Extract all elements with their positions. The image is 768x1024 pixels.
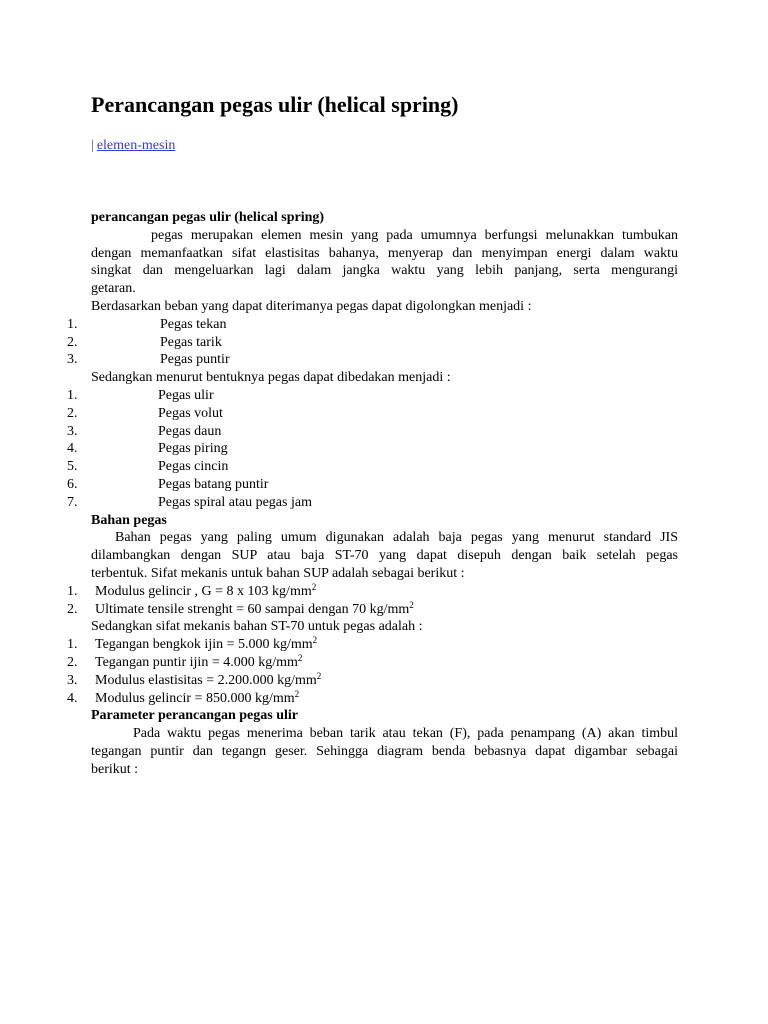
list-number: 4.: [67, 690, 78, 706]
list-number: 2.: [67, 654, 78, 670]
list-number: 2.: [67, 601, 78, 617]
list-item: [67, 316, 678, 334]
superscript: 2: [312, 635, 318, 646]
list-number: 1.: [67, 387, 78, 403]
paragraph-line: tegangan puntir dan tegangn geser. Sehingga diagram benda bebasnya dapat digambar sebagai: [91, 743, 678, 759]
list-number: 3.: [67, 423, 78, 439]
list-intro: Sedangkan menurut bentuknya pegas dapat dibedakan menjadi :: [91, 370, 451, 386]
list-item: [67, 670, 678, 690]
superscript: 2: [294, 688, 300, 699]
superscript: 2: [311, 581, 317, 592]
list-item: [67, 440, 678, 458]
list-text: Pegas ulir: [158, 387, 214, 403]
superscript: 2: [316, 670, 322, 681]
list-item: [67, 494, 678, 512]
list-item: [67, 405, 678, 423]
list-item: [67, 476, 678, 494]
superscript: 2: [409, 599, 414, 610]
paragraph-line: singkat dan mengeluarkan lagi dalam jangka waktu yang lebih panjang, serta mengurangi: [91, 263, 678, 279]
section-heading: perancangan pegas ulir (helical spring): [91, 210, 325, 225]
list-number: 6.: [67, 476, 78, 492]
list-number: 1.: [67, 316, 78, 332]
list-text: Ultimate tensile strenght = 60 sampai dengan 70 kg/mm: [95, 601, 410, 617]
list-number: 2.: [67, 405, 78, 421]
list-text: Pegas tarik: [160, 334, 222, 350]
list-text: Pegas cincin: [158, 459, 229, 475]
list-item: [67, 334, 678, 352]
tag-separator: |: [91, 138, 94, 153]
list-text: Pegas spiral atau pegas jam: [158, 494, 312, 510]
list-text: Pegas tekan: [160, 316, 227, 332]
list-text: Pegas puntir: [160, 352, 230, 368]
section-heading: Bahan pegas: [91, 512, 167, 528]
article-body: [67, 209, 678, 779]
section-heading: Parameter perancangan pegas ulir: [91, 708, 298, 724]
page-title: Perancangan pegas ulir (helical spring): [91, 92, 459, 117]
list-text: Pegas batang puntir: [158, 476, 269, 492]
list-number: 5.: [67, 459, 78, 475]
list-number: 4.: [67, 441, 78, 457]
tag-line: [91, 137, 175, 155]
list-text: Modulus elastisitas = 2.200.000 kg/mm: [95, 672, 317, 688]
list-text: Tegangan bengkok ijin = 5.000 kg/mm: [95, 637, 313, 653]
list-item: [67, 635, 678, 654]
paragraph-line: pegas merupakan elemen mesin yang pada umumnya berfungsi melunakkan tumbukan: [151, 227, 678, 243]
list-number: 3.: [67, 352, 78, 368]
list-item: [67, 458, 678, 476]
list-text: Modulus gelincir , G = 8 x 103 kg/mm: [95, 583, 312, 599]
list-number: 1.: [67, 583, 78, 599]
list-text: Tegangan puntir ijin = 4.000 kg/mm: [95, 654, 298, 670]
list-text: Pegas volut: [158, 405, 223, 421]
list-item: [67, 387, 678, 405]
list-item: [67, 581, 678, 601]
paragraph-line: terbentuk. Sifat mekanis untuk bahan SUP adalah sebagai berikut :: [91, 565, 465, 581]
list-item: [67, 423, 678, 441]
paragraph-line: dengan memanfaatkan sifat elastisitas bahanya, menyerap dan menyimpan energi dalam waktu: [91, 245, 678, 261]
paragraph-line: berikut :: [91, 761, 139, 777]
list-intro: Sedangkan sifat mekanis bahan ST-70 untuk pegas adalah :: [91, 619, 423, 635]
paragraph-line: Pada waktu pegas menerima beban tarik atau tekan (F), pada penampang (A) akan timbul: [133, 726, 678, 742]
list-number: 7.: [67, 494, 78, 510]
list-item: [67, 652, 678, 672]
list-text: Pegas daun: [158, 423, 222, 439]
list-text: Pegas piring: [158, 441, 228, 457]
list-text: Modulus gelincir = 850.000 kg/mm: [95, 690, 295, 706]
list-item: [67, 599, 678, 619]
paragraph-line: dilambangkan dengan SUP atau baja ST-70 yang dapat disepuh dengan baik setelah pegas: [91, 548, 678, 564]
list-item: [67, 351, 678, 369]
list-number: 1.: [67, 637, 78, 653]
paragraph-line: Bahan pegas yang paling umum digunakan adalah baja pegas yang menurut standard JIS: [115, 530, 678, 546]
superscript: 2: [297, 652, 303, 663]
list-intro: Berdasarkan beban yang dapat diterimanya pegas dapat digolongkan menjadi :: [91, 298, 532, 314]
list-number: 2.: [67, 334, 78, 350]
category-link[interactable]: elemen-mesin: [96, 138, 176, 153]
list-item: [67, 688, 678, 708]
list-number: 3.: [67, 672, 78, 688]
paragraph-line: getaran.: [91, 281, 136, 297]
